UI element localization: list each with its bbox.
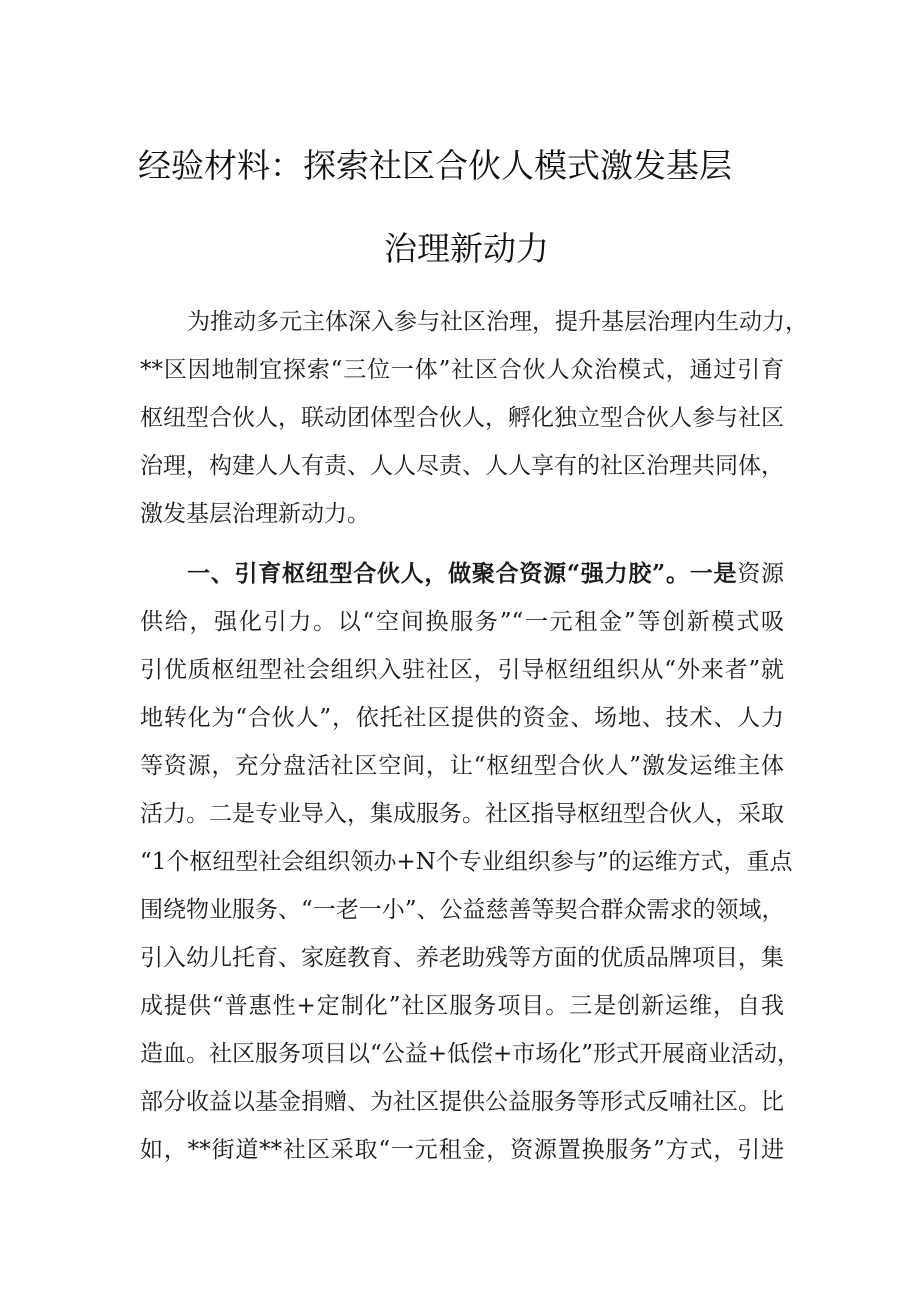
document-title-line-1: 经验材料：探索社区合伙人模式激发基层 xyxy=(138,146,732,185)
section-1-paragraph-line: 等资源，充分盘活社区空间，让“枢纽型合伙人”激发运维主体 xyxy=(140,753,784,779)
section-1-paragraph-line: 如，**街道**社区采取“一元租金，资源置换服务”方式，引进 xyxy=(140,1137,784,1163)
document-title-line-2: 治理新动力 xyxy=(384,229,549,268)
section-1-paragraph-line: 引优质枢纽型社会组织入驻社区，引导枢纽组织从“外来者”就 xyxy=(140,657,784,683)
section-1-paragraph-line: 供给，强化引力。以“空间换服务”“一元租金”等创新模式吸 xyxy=(140,609,784,635)
section-1-first-line xyxy=(187,550,784,598)
section-1-paragraph-line: “1个枢纽型社会组织领办+N个专业组织参与”的运维方式，重点 xyxy=(140,849,793,875)
section-1-first-line-rest: 资源 xyxy=(737,561,785,587)
section-1-paragraph-line: 活力。二是专业导入，集成服务。社区指导枢纽型合伙人，采取 xyxy=(140,801,784,827)
intro-paragraph-line: 治理，构建人人有责、人人尽责、人人享有的社区治理共同体， xyxy=(140,453,784,479)
intro-paragraph-line: 为推动多元主体深入参与社区治理，提升基层治理内生动力， xyxy=(187,309,808,335)
section-1-paragraph-line: 地转化为“合伙人”，依托社区提供的资金、场地、技术、人力 xyxy=(140,705,784,731)
section-1-paragraph-line: 引入幼儿托育、家庭教育、养老助残等方面的优质品牌项目，集 xyxy=(140,945,784,971)
section-1-paragraph-line: 造血。社区服务项目以“公益+低偿+市场化”形式开展商业活动， xyxy=(140,1041,801,1067)
section-1-lead-label: 一是 xyxy=(689,560,738,587)
section-1-paragraph-line: 成提供“普惠性+定制化”社区服务项目。三是创新运维，自我 xyxy=(140,993,784,1019)
section-1-heading: 一、引育枢纽型合伙人，做聚合资源“强力胶”。 xyxy=(187,560,690,587)
section-1-paragraph-line: 部分收益以基金捐赠、为社区提供公益服务等形式反哺社区。比 xyxy=(140,1089,784,1115)
intro-paragraph-line: **区因地制宜探索“三位一体”社区合伙人众治模式，通过引育 xyxy=(140,357,784,383)
section-1-paragraph-line: 围绕物业服务、“一老一小”、公益慈善等契合群众需求的领域， xyxy=(140,897,785,923)
intro-paragraph-line: 枢纽型合伙人，联动团体型合伙人，孵化独立型合伙人参与社区 xyxy=(140,405,784,431)
intro-paragraph-line: 激发基层治理新动力。 xyxy=(140,501,370,527)
